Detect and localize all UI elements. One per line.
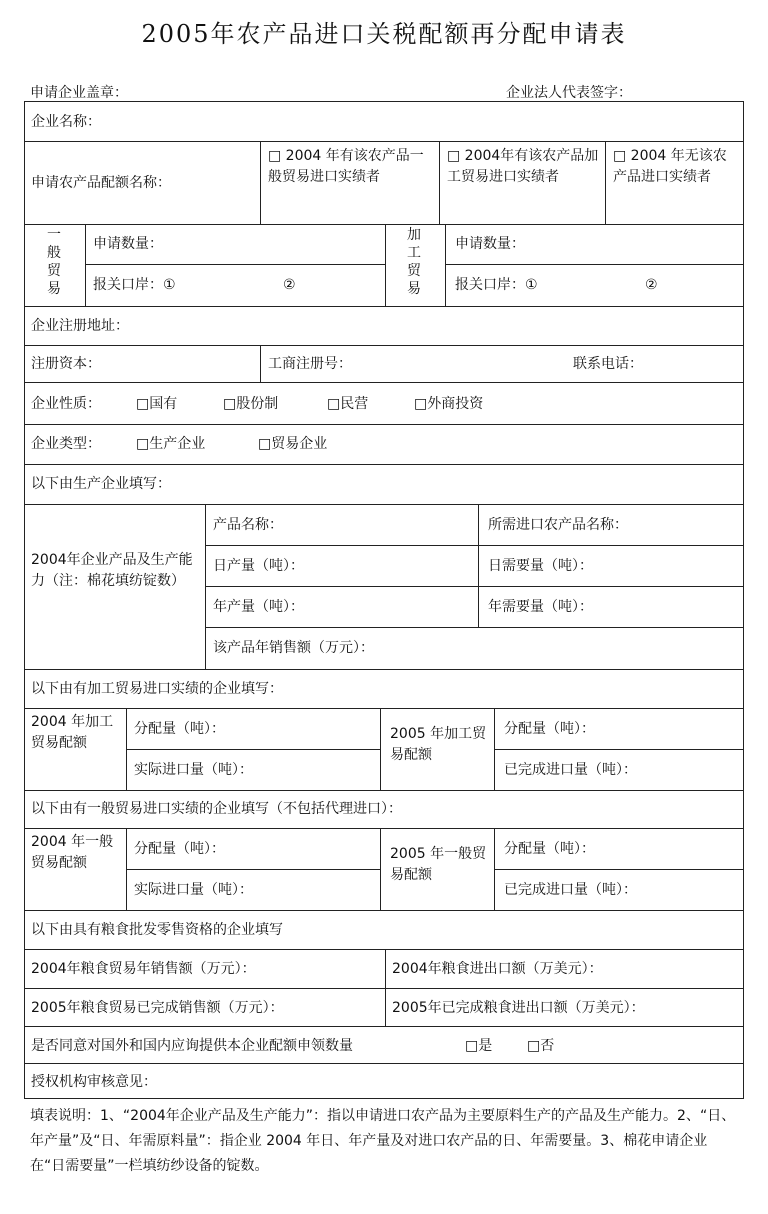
general-trade-port-label: 报关口岸：① xyxy=(93,277,176,293)
processing-trade-label: 加工贸易 xyxy=(407,227,421,297)
company-type-label: 企业类型： xyxy=(31,436,101,452)
authority-review-label: 授权机构审核意见： xyxy=(31,1074,157,1090)
processing-completed-import-label: 已完成进口量（吨）： xyxy=(504,762,637,778)
processing-section-heading: 以下由有加工贸易进口实绩的企业填写： xyxy=(31,681,283,697)
ownership-option-private[interactable]: □民营 xyxy=(327,396,369,412)
daily-output-label: 日产量（吨）： xyxy=(213,558,304,574)
production-section-heading: 以下由生产企业填写： xyxy=(31,476,171,492)
grain-section-heading: 以下由具有粮食批发零售资格的企业填写 xyxy=(31,922,283,938)
processing-quota-2004-label: 2004 年加工贸易配额 xyxy=(31,714,114,751)
grain-sales-2004-label: 2004年粮食贸易年销售额（万元）： xyxy=(31,961,256,977)
general-allocated-label: 分配量（吨）： xyxy=(134,841,225,857)
registered-address-label: 企业注册地址： xyxy=(31,318,129,334)
consent-no-option[interactable]: □否 xyxy=(527,1038,555,1054)
annual-demand-label: 年需要量（吨）： xyxy=(488,599,593,615)
import-product-name-label: 所需进口农产品名称： xyxy=(488,517,628,533)
general-trade-label: 一般贸易 xyxy=(47,227,61,297)
ownership-option-foreign[interactable]: □外商投资 xyxy=(414,396,484,412)
quota-option-processing-trade[interactable]: □ 2004年有该农产品加工贸易进口实绩者 xyxy=(447,148,599,185)
form-title: 2005年农产品进口关税配额再分配申请表 xyxy=(141,20,627,48)
registered-capital-label: 注册资本： xyxy=(31,356,101,372)
annual-output-label: 年产量（吨）： xyxy=(213,599,304,615)
company-type-option-production[interactable]: □生产企业 xyxy=(136,436,206,452)
production-capacity-label: 2004年企业产品及生产能力（注：棉花填纺锭数） xyxy=(31,552,193,589)
contact-phone-label: 联系电话： xyxy=(573,356,643,372)
quota-name-label: 申请农产品配额名称： xyxy=(31,175,171,191)
company-type-option-trading[interactable]: □贸易企业 xyxy=(258,436,328,452)
ownership-option-shareholding[interactable]: □股份制 xyxy=(223,396,279,412)
general-section-heading: 以下由有一般贸易进口实绩的企业填写（不包括代理进口）： xyxy=(31,801,402,817)
company-seal-label: 申请企业盖章： xyxy=(30,85,128,101)
processing-allocated-label: 分配量（吨）： xyxy=(134,721,225,737)
quota-option-no-record[interactable]: □ 2004 年无该农产品进口实绩者 xyxy=(613,148,727,185)
processing-actual-import-label: 实际进口量（吨）： xyxy=(134,762,253,778)
general-trade-port-2: ② xyxy=(283,277,296,293)
company-name-label: 企业名称： xyxy=(31,114,101,130)
general-allocated-2005-label: 分配量（吨）： xyxy=(504,841,595,857)
ownership-label: 企业性质： xyxy=(31,396,101,412)
processing-quota-2005-label: 2005 年加工贸易配额 xyxy=(390,726,487,763)
processing-trade-quantity-label: 申请数量： xyxy=(455,236,525,252)
processing-allocated-2005-label: 分配量（吨）： xyxy=(504,721,595,737)
grain-import-export-2004-label: 2004年粮食进出口额（万美元）： xyxy=(392,961,603,977)
ownership-option-state[interactable]: □国有 xyxy=(136,396,178,412)
grain-sales-2005-label: 2005年粮食贸易已完成销售额（万元）： xyxy=(31,1000,284,1016)
general-quota-2004-label: 2004 年一般贸易配额 xyxy=(31,834,114,871)
grain-import-export-2005-label: 2005年已完成粮食进出口额（万美元）： xyxy=(392,1000,645,1016)
processing-trade-port-label: 报关口岸：① xyxy=(455,277,538,293)
consent-question: 是否同意对国外和国内应询提供本企业配额申领数量 xyxy=(31,1038,353,1054)
consent-yes-option[interactable]: □是 xyxy=(465,1038,493,1054)
product-name-label: 产品名称： xyxy=(213,517,283,533)
daily-demand-label: 日需要量（吨）： xyxy=(488,558,593,574)
quota-option-general-trade[interactable]: □ 2004 年有该农产品一般贸易进口实绩者 xyxy=(268,148,424,185)
processing-trade-port-2: ② xyxy=(645,277,658,293)
form-instructions: 填表说明：1、“2004年企业产品及生产能力”：指以申请进口农产品为主要原料生产的产品及生产能力。2、“日、年产量”及“日、年需原料量”：指企业 2004 年日、年产量及对进口农产品的日、年需要量。3、棉花申请企业在“日需要量”一栏填纺纱设备的锭数。 xyxy=(30,1108,736,1174)
general-actual-import-label: 实际进口量（吨）： xyxy=(134,882,253,898)
legal-rep-signature-label: 企业法人代表签字： xyxy=(506,85,632,101)
general-quota-2005-label: 2005 年一般贸易配额 xyxy=(390,846,487,883)
annual-sales-label: 该产品年销售额（万元）： xyxy=(213,640,374,656)
general-trade-quantity-label: 申请数量： xyxy=(93,236,163,252)
general-completed-import-label: 已完成进口量（吨）： xyxy=(504,882,637,898)
business-registration-label: 工商注册号： xyxy=(268,356,352,372)
